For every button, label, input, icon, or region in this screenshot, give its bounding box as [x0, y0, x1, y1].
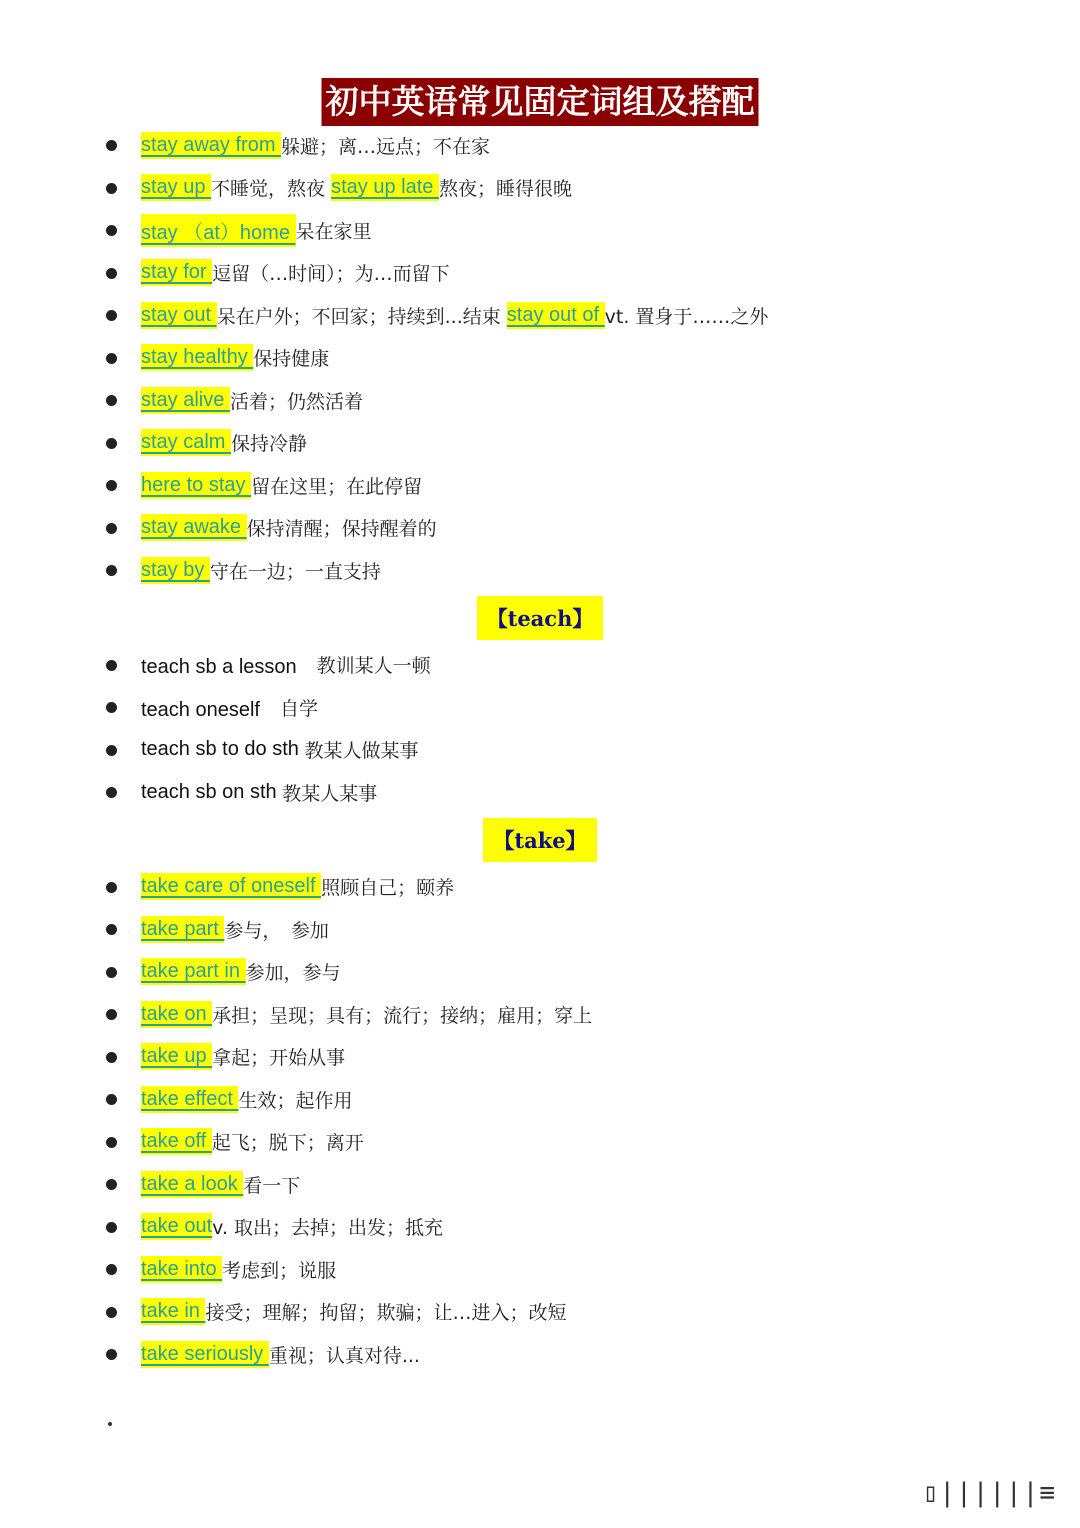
- meaning-text: 看一下: [243, 1174, 301, 1197]
- list-item: [0, 771, 1080, 814]
- bullet-icon: [106, 1179, 117, 1190]
- meaning-text: 生效；起作用: [238, 1089, 353, 1112]
- phrase-highlight: take in: [141, 1298, 205, 1325]
- meaning-text: 留在这里；在此停留: [251, 475, 423, 498]
- bullet-icon: [106, 1264, 117, 1275]
- list-item: [0, 951, 1080, 994]
- meaning-text: 教训某人一顿: [316, 655, 431, 678]
- list-item: [0, 908, 1080, 951]
- list-item: [0, 1036, 1080, 1079]
- meaning-text: 承担；呈现；具有；流行；接纳；雇用；穿上: [212, 1004, 593, 1027]
- list-item: [0, 686, 1080, 729]
- list-item: [0, 729, 1080, 772]
- list-item: [0, 549, 1080, 592]
- phrase-highlight: stay up: [141, 174, 211, 201]
- bullet-icon: [106, 395, 117, 406]
- meaning-text: 参与， 参加: [224, 919, 329, 942]
- meaning-text: 守在一边；一直支持: [209, 560, 381, 583]
- take-header: [0, 814, 1080, 866]
- phrase-highlight: stay healthy: [141, 344, 253, 371]
- list-item: [0, 464, 1080, 507]
- list-item: [0, 1206, 1080, 1249]
- list-item: [0, 644, 1080, 687]
- phrase-highlight: take part: [141, 916, 224, 943]
- bullet-icon: [106, 702, 117, 713]
- page-title: 初中英语常见固定词组及搭配: [322, 78, 759, 126]
- phrase-highlight: stay away from: [141, 132, 281, 159]
- phrase-highlight: stay by: [141, 557, 210, 584]
- phrase-highlight: stay alive: [141, 387, 230, 414]
- teach-group: [0, 644, 1080, 814]
- bullet-icon: [106, 1307, 117, 1318]
- bullet-icon: [106, 1052, 117, 1063]
- meaning-text: 拿起；开始从事: [212, 1047, 346, 1070]
- bullet-icon: [106, 1137, 117, 1148]
- list-item: [0, 1291, 1080, 1334]
- phrase-highlight: stay out of: [507, 302, 605, 329]
- meaning-text: 参加，参与: [245, 962, 341, 985]
- list-item: [0, 993, 1080, 1036]
- bullet-icon: [106, 660, 117, 671]
- meaning-text: 呆在家里: [295, 220, 372, 243]
- list-item: [0, 1333, 1080, 1376]
- phrase-text: teach sb a lesson: [141, 656, 317, 679]
- phrase-list: [0, 124, 1080, 1376]
- phrase-highlight: stay for: [141, 259, 212, 286]
- bullet-icon: [106, 745, 117, 756]
- bullet-icon: [106, 787, 117, 798]
- meaning-text: 保持冷静: [231, 433, 308, 456]
- meaning-text: 教某人做某事: [304, 740, 419, 763]
- bullet-icon: [106, 353, 117, 364]
- bullet-icon: [106, 1222, 117, 1233]
- teach-header: [0, 592, 1080, 644]
- phrase-highlight: take up: [141, 1043, 212, 1070]
- list-item: [0, 294, 1080, 337]
- list-item: [0, 507, 1080, 550]
- take-group: [0, 866, 1080, 1376]
- phrase-text: teach oneself: [141, 698, 280, 721]
- phrase-highlight: take on: [141, 1001, 212, 1028]
- list-item: [0, 1248, 1080, 1291]
- bullet-icon: [106, 1094, 117, 1105]
- meaning-text: 重视；认真对待...: [268, 1344, 420, 1367]
- meaning-text: 逗留（…时间）；为…而留下: [212, 263, 450, 286]
- phrase-highlight: take part in: [141, 958, 246, 985]
- bullet-icon: [106, 140, 117, 151]
- meaning-text: 熬夜；睡得很晚: [438, 178, 572, 201]
- meaning-text: 保持清醒；保持醒着的: [246, 518, 437, 541]
- phrase-highlight: stay calm: [141, 429, 231, 456]
- phrase-highlight: stay （at）home: [141, 214, 296, 247]
- meaning-text: 考虑到；说服: [222, 1259, 337, 1282]
- list-item: [0, 1121, 1080, 1164]
- bullet-icon: [106, 1349, 117, 1360]
- phrase-highlight: stay up late: [331, 174, 439, 201]
- phrase-highlight: take effect: [141, 1086, 238, 1113]
- stay-group: [0, 124, 1080, 592]
- bullet-icon: [106, 1009, 117, 1020]
- take-header-label: 【take】: [483, 818, 596, 862]
- meaning-text: vt. 置身于……之外: [604, 305, 769, 328]
- list-item: [0, 866, 1080, 909]
- meaning-text: 活着；仍然活着: [229, 390, 363, 413]
- meaning-text: 自学: [279, 697, 318, 720]
- list-item: [0, 167, 1080, 210]
- footer-dot: [108, 1422, 112, 1426]
- phrase-highlight: take off: [141, 1128, 212, 1155]
- phrase-text: teach sb on sth: [141, 780, 283, 803]
- meaning-text: 起飞；脱下；离开: [211, 1132, 364, 1155]
- meaning-text: v. 取出；去掉；出发；抵充: [212, 1217, 444, 1240]
- teach-header-label: 【teach】: [477, 596, 604, 640]
- phrase-highlight: stay awake: [141, 514, 247, 541]
- list-item: [0, 1163, 1080, 1206]
- bullet-icon: [106, 967, 117, 978]
- bullet-icon: [106, 882, 117, 893]
- phrase-highlight: take a look: [141, 1171, 243, 1198]
- bullet-icon: [106, 438, 117, 449]
- bullet-icon: [106, 268, 117, 279]
- meaning-text: 教某人某事: [282, 782, 378, 805]
- bullet-icon: [106, 523, 117, 534]
- phrase-highlight: here to stay: [141, 472, 251, 499]
- bullet-icon: [106, 225, 117, 236]
- phrase-text: teach sb to do sth: [141, 738, 305, 761]
- phrase-highlight: stay out: [141, 302, 217, 329]
- phrase-highlight: take seriously: [141, 1341, 269, 1368]
- meaning-text: 不睡觉，熬夜: [211, 178, 332, 201]
- list-item: [0, 337, 1080, 380]
- list-item: [0, 379, 1080, 422]
- list-item: [0, 1078, 1080, 1121]
- meaning-text: 躲避；离…远点；不在家: [281, 135, 491, 158]
- bullet-icon: [106, 183, 117, 194]
- meaning-text: 照顾自己；颐养: [321, 877, 455, 900]
- meaning-text: 接受；理解；拘留；欺骗；让…进入；改短: [205, 1302, 567, 1325]
- list-item: [0, 124, 1080, 167]
- phrase-highlight: take out: [141, 1213, 212, 1240]
- meaning-text: 保持健康: [253, 348, 330, 371]
- list-item: [0, 422, 1080, 465]
- bullet-icon: [106, 924, 117, 935]
- list-item: [0, 209, 1080, 252]
- watermark-logo: ▯||||||≡: [922, 1478, 1056, 1508]
- bullet-icon: [106, 480, 117, 491]
- meaning-text: 呆在户外；不回家；持续到...结束: [216, 305, 507, 328]
- bullet-icon: [106, 565, 117, 576]
- bullet-icon: [106, 310, 117, 321]
- list-item: [0, 252, 1080, 295]
- phrase-highlight: take into: [141, 1256, 222, 1283]
- phrase-highlight: take care of oneself: [141, 873, 321, 900]
